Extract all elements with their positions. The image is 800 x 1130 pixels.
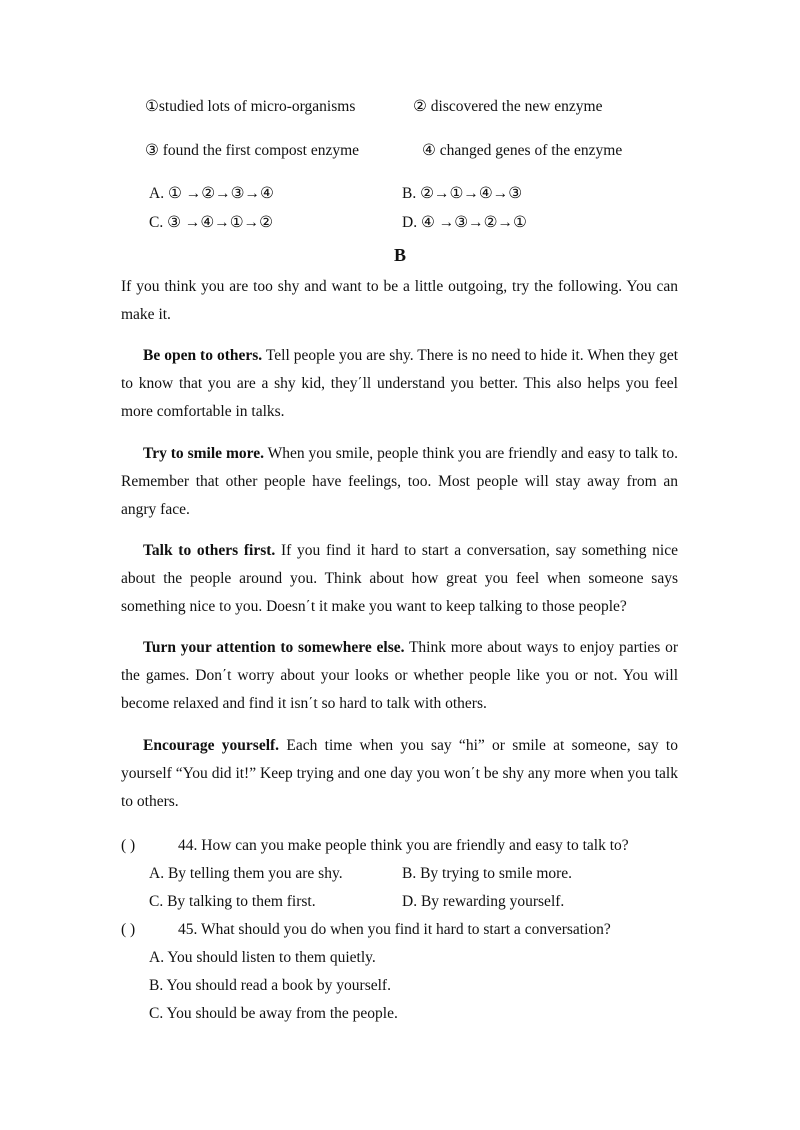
q45-option-b: B. You should read a book by yourself. xyxy=(149,977,391,994)
sequence-item-3: ③ found the first compost enzyme xyxy=(145,142,360,159)
section-title: B xyxy=(393,245,406,265)
tip-text: Think more about ways to enjoy parties or the games. Don΄t worry about your looks or whether people like you or not. You will become relaxed and find it isn΄t so hard to talk with others. xyxy=(121,639,678,712)
option-b: B. ②→①→④→③ xyxy=(402,185,523,202)
sequence-item-4: ④ changed genes of the enzyme xyxy=(422,142,623,159)
tip-text: If you find it hard to start a conversation, say something nice about the people around you. Think about how great you feel when someone says something nice to you. Doesn΄t it make you want to keep talking to those people? xyxy=(121,542,678,615)
tip-paragraph xyxy=(121,342,678,426)
q44-option-b: B. By trying to smile more. xyxy=(402,865,573,882)
question-44-stem: 44. How can you make people think you are friendly and easy to talk to? xyxy=(178,837,629,854)
q45-option-c: C. You should be away from the people. xyxy=(149,1005,398,1022)
sequence-item-2: ② discovered the new enzyme xyxy=(413,98,603,115)
tip-heading: Try to smile more. xyxy=(143,445,264,462)
intro-paragraph: If you think you are too shy and want to be a little outgoing, try the following. You can make it. xyxy=(121,278,678,323)
tip-heading: Turn your attention to somewhere else. xyxy=(143,639,405,656)
option-a: A. ① →②→③→④ xyxy=(149,185,274,202)
question-45-stem: 45. What should you do when you find it hard to start a conversation? xyxy=(178,921,611,938)
option-d: D. ④ →③→②→① xyxy=(402,214,527,231)
tip-paragraph xyxy=(121,732,678,816)
tip-heading: Encourage yourself. xyxy=(143,737,280,754)
answer-bracket-44[interactable]: ( ) xyxy=(121,837,136,854)
sequence-item-1: ①studied lots of micro-organisms xyxy=(145,98,356,115)
answer-bracket-45[interactable]: ( ) xyxy=(121,921,136,938)
tip-heading: Talk to others first. xyxy=(143,542,276,559)
tip-text: Tell people you are shy. There is no need to hide it. When they get to know that you are a shy kid, they΄ll understand you better. This also helps you feel more comfortable in talks. xyxy=(121,347,678,420)
tip-paragraph xyxy=(121,537,678,621)
q45-option-a: A. You should listen to them quietly. xyxy=(149,949,376,966)
q44-option-d: D. By rewarding yourself. xyxy=(402,893,565,910)
tip-text: When you smile, people think you are friendly and easy to talk to. Remember that other people have feelings, too. Most people will stay away from an angry face. xyxy=(121,445,678,518)
q44-option-a: A. By telling them you are shy. xyxy=(149,865,343,882)
q44-option-c: C. By talking to them first. xyxy=(149,893,316,910)
tip-text: Each time when you say “hi” or smile at someone, say to yourself “You did it!” Keep trying and one day you won΄t be shy any more when you talk to others. xyxy=(121,737,678,810)
tip-heading: Be open to others. xyxy=(143,347,263,364)
option-c: C. ③ →④→①→② xyxy=(149,214,274,231)
tip-paragraph xyxy=(121,440,678,524)
tip-paragraph xyxy=(121,634,678,718)
